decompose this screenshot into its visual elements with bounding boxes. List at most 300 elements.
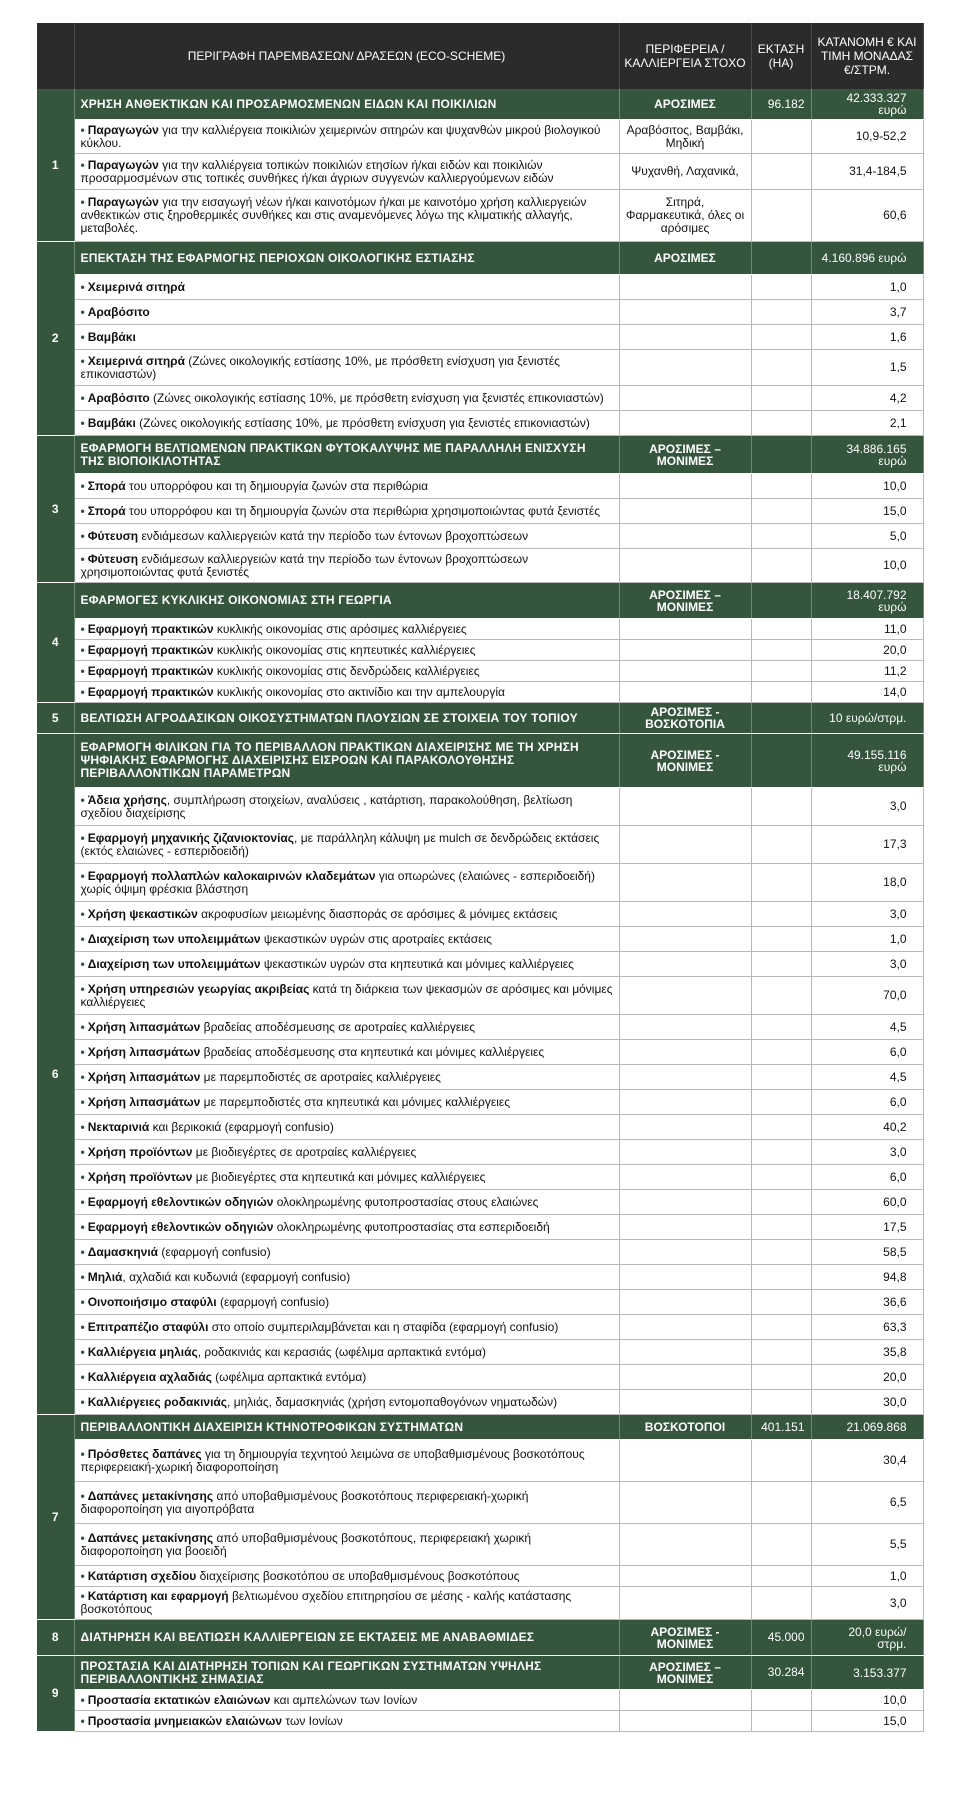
row-text: ολοκληρωμένης φυτοπροστασίας στους ελαιώνες <box>273 1194 539 1209</box>
row-bold-text: Εφαρμογή εθελοντικών οδηγιών <box>87 1219 274 1234</box>
row-area <box>751 325 811 350</box>
bullet-icon: • <box>80 1144 85 1159</box>
bullet-icon: • <box>80 1319 85 1334</box>
table-row <box>37 524 923 549</box>
table-row <box>37 350 923 386</box>
row-area <box>751 1365 811 1390</box>
row-text: , αχλαδιά και κυδωνιά (εφαρμογή confusio) <box>122 1269 351 1284</box>
bullet-icon: • <box>80 981 85 996</box>
row-value: 11,0 <box>811 619 923 640</box>
row-area <box>751 619 811 640</box>
row-target <box>619 275 751 300</box>
bullet-icon: • <box>80 868 85 883</box>
row-description <box>74 275 619 300</box>
row-description <box>74 902 619 927</box>
row-value: 1,0 <box>811 927 923 952</box>
row-text: βελτιωμένου σχεδίου επιτηρησίου σε μέσης - καλής κατάστασης βοσκοτόπους <box>80 1589 572 1616</box>
table-row <box>37 1340 923 1365</box>
section-area <box>751 583 811 619</box>
table-row <box>37 1190 923 1215</box>
row-description <box>74 927 619 952</box>
section-header-row <box>37 583 923 619</box>
row-area <box>751 1115 811 1140</box>
row-area <box>751 1090 811 1115</box>
bullet-icon: • <box>80 1568 85 1583</box>
row-target: Σιτηρά, Φαρμακευτικά, όλες οι αρόσιμες <box>619 190 751 242</box>
row-text: (εφαρμογή confusio) <box>216 1294 330 1309</box>
row-area <box>751 1040 811 1065</box>
row-text: (Ζώνες οικολογικής εστίασης 10%, με πρόσθετη ενίσχυση για ξενιστές επικονιαστών) <box>80 353 560 381</box>
table-row <box>37 927 923 952</box>
bullet-icon: • <box>80 906 85 921</box>
row-value: 1,0 <box>811 275 923 300</box>
row-text: (ωφέλιμα αρπακτικά εντόμα) <box>211 1369 367 1384</box>
row-bold-text: Εφαρμογή πρακτικών <box>87 642 214 657</box>
table-row <box>37 1365 923 1390</box>
section-title: ΧΡΗΣΗ ΑΝΘΕΚΤΙΚΩΝ ΚΑΙ ΠΡΟΣΑΡΜΟΣΜΕΝΩΝ ΕΙΔΩΝ ΚΑΙ ΠΟΙΚΙΛΙΩΝ <box>74 89 619 120</box>
header-region: ΠΕΡΙΦΕΡΕΙΑ / ΚΑΛΛΙΕΡΓΕΙΑ ΣΤΟΧΟ <box>619 23 751 89</box>
row-value: 1,5 <box>811 350 923 386</box>
table-row <box>37 190 923 242</box>
eco-scheme-table <box>37 23 924 1732</box>
row-value: 31,4-184,5 <box>811 154 923 190</box>
row-text: για την καλλιέργεια τοπικών ποικιλιών ετησίων ή/και ειδών και ποικιλιών προσαρμοσμένων στις τοπικές συνθήκες ή/και άγριων συγγενών καλλιεργούμενων ειδών <box>80 157 554 185</box>
row-value: 30,0 <box>811 1390 923 1415</box>
row-value: 3,0 <box>811 952 923 977</box>
row-value: 15,0 <box>811 1711 923 1732</box>
row-target <box>619 788 751 826</box>
row-value: 1,0 <box>811 1566 923 1587</box>
bullet-icon: • <box>80 956 85 971</box>
section-area: 401.151 <box>751 1415 811 1440</box>
row-description <box>74 1140 619 1165</box>
row-area <box>751 190 811 242</box>
table-row <box>37 1115 923 1140</box>
row-description <box>74 1115 619 1140</box>
row-bold-text: Διαχείριση των υπολειμμάτων <box>87 931 261 946</box>
row-text: βραδείας αποδέσμευσης στα κηπευτικά και μόνιμες καλλιέργειες <box>200 1044 545 1059</box>
bullet-icon: • <box>80 1394 85 1409</box>
row-text: (Ζώνες οικολογικής εστίασης 10%, με πρόσθετη ενίσχυση για ξενιστές επικονιαστών) <box>135 415 590 430</box>
bullet-icon: • <box>80 1369 85 1384</box>
row-description <box>74 300 619 325</box>
row-target <box>619 411 751 436</box>
bullet-icon: • <box>80 528 85 543</box>
row-area <box>751 952 811 977</box>
row-text: κυκλικής οικονομίας στις δενδρώδεις καλλιέργειες <box>213 663 480 678</box>
row-area <box>751 682 811 703</box>
table-row <box>37 1040 923 1065</box>
row-target <box>619 1240 751 1265</box>
row-bold-text: Προστασία μνημειακών ελαιώνων <box>87 1713 283 1728</box>
row-value: 10,0 <box>811 474 923 499</box>
table-row <box>37 619 923 640</box>
row-target <box>619 1315 751 1340</box>
section-title: ΠΕΡΙΒΑΛΛΟΝΤΙΚΗ ΔΙΑΧΕΙΡΙΣΗ ΚΤΗΝΟΤΡΟΦΙΚΩΝ ΣΥΣΤΗΜΑΤΩΝ <box>74 1415 619 1440</box>
header-area: ΕΚΤΑΣΗ (HA) <box>751 23 811 89</box>
table-row <box>37 1090 923 1115</box>
section-number: 6 <box>37 734 74 1415</box>
row-target <box>619 640 751 661</box>
section-number: 4 <box>37 583 74 703</box>
row-text: κυκλικής οικονομίας στις αρόσιμες καλλιέργειες <box>213 621 467 636</box>
row-description <box>74 1190 619 1215</box>
row-bold-text: Εφαρμογή μηχανικής ζιζανιοκτονίας <box>87 830 295 845</box>
row-target <box>619 1190 751 1215</box>
table-row <box>37 275 923 300</box>
section-header-row <box>37 1415 923 1440</box>
section-allocation: 42.333.327 ευρώ <box>811 89 923 120</box>
bullet-icon: • <box>80 1244 85 1259</box>
table-row <box>37 1587 923 1620</box>
row-bold-text: Παραγωγών <box>87 157 159 172</box>
row-description <box>74 524 619 549</box>
section-title: ΕΠΕΚΤΑΣΗ ΤΗΣ ΕΦΑΡΜΟΓΗΣ ΠΕΡΙΟΧΩΝ ΟΙΚΟΛΟΓΙΚΗΣ ΕΣΤΙΑΣΗΣ <box>74 242 619 275</box>
section-target: ΑΡΟΣΙΜΕΣ - ΒΟΣΚΟΤΟΠΙΑ <box>619 703 751 734</box>
bullet-icon: • <box>80 684 85 699</box>
bullet-icon: • <box>80 830 85 845</box>
row-value: 3,0 <box>811 788 923 826</box>
row-text: ακροφυσίων μειωμένης διασποράς σε αρόσιμες & μόνιμες εκτάσεις <box>197 906 558 921</box>
row-description <box>74 1240 619 1265</box>
row-text: στο οποίο συμπεριλαμβάνεται και η σταφίδα (εφαρμογή confusio) <box>208 1319 559 1334</box>
row-area <box>751 524 811 549</box>
bullet-icon: • <box>80 1119 85 1134</box>
row-target <box>619 1365 751 1390</box>
section-header-row <box>37 242 923 275</box>
section-allocation: 10 ευρώ/στρμ. <box>811 703 923 734</box>
row-value: 30,4 <box>811 1440 923 1482</box>
row-area <box>751 386 811 411</box>
row-bold-text: Άδεια χρήσης <box>87 792 167 807</box>
row-text: (Ζώνες οικολογικής εστίασης 10%, με πρόσθετη ενίσχυση για ξενιστές επικονιαστών) <box>149 390 604 405</box>
header-allocation: ΚΑΤΑΝΟΜΗ € ΚΑΙ ΤΙΜΗ ΜΟΝΑΔΑΣ €/ΣΤΡΜ. <box>811 23 923 89</box>
row-value: 3,7 <box>811 300 923 325</box>
header-number-cell <box>37 23 74 89</box>
bullet-icon: • <box>80 1169 85 1184</box>
row-description <box>74 549 619 583</box>
row-bold-text: Κατάρτιση και εφαρμογή <box>87 1589 229 1603</box>
row-target <box>619 661 751 682</box>
bullet-icon: • <box>80 663 85 678</box>
row-text: για την εισαγωγή νέων ή/και καινοτόμων ή/και με καινοτόμο χρήση καλλιεργειών ανθεκτικών στις ξηροθερμικές συνθήκες και στις αναμενόμενες λόγω της κλιματικής αλλαγής, μεταβολές. <box>80 195 587 235</box>
row-bold-text: Κατάρτιση σχεδίου <box>87 1568 197 1583</box>
table-row <box>37 1566 923 1587</box>
row-value: 60,0 <box>811 1190 923 1215</box>
row-bold-text: Καλλιέργειες ροδακινιάς <box>87 1394 228 1409</box>
section-target: ΑΡΟΣΙΜΕΣ <box>619 89 751 120</box>
bullet-icon: • <box>80 353 85 368</box>
section-area: 96.182 <box>751 89 811 120</box>
bullet-icon: • <box>80 1589 85 1603</box>
table-row <box>37 864 923 902</box>
row-text: , με παράλληλη κάλυψη με mulch σε δενδρώδεις εκτάσεις (εκτός ελαιώνες - εσπεριδοειδή) <box>80 830 600 858</box>
section-header-row <box>37 703 923 734</box>
bullet-icon: • <box>80 1446 85 1461</box>
row-description <box>74 1482 619 1524</box>
row-bold-text: Επιτραπέζιο σταφύλι <box>87 1319 209 1334</box>
row-value: 4,5 <box>811 1065 923 1090</box>
row-bold-text: Χειμερινά σιτηρά <box>87 353 185 368</box>
row-area <box>751 1265 811 1290</box>
bullet-icon: • <box>80 1094 85 1109</box>
section-header-row <box>37 734 923 788</box>
row-target <box>619 619 751 640</box>
row-target <box>619 325 751 350</box>
row-area <box>751 1315 811 1340</box>
bullet-icon: • <box>80 415 85 430</box>
row-bold-text: Παραγωγών <box>87 122 159 137</box>
row-bold-text: Καλλιέργεια αχλαδιάς <box>87 1369 212 1384</box>
row-text: (εφαρμογή confusio) <box>158 1244 271 1259</box>
row-description <box>74 1524 619 1566</box>
bullet-icon: • <box>80 1194 85 1209</box>
row-target <box>619 902 751 927</box>
row-target <box>619 1115 751 1140</box>
row-target <box>619 300 751 325</box>
section-header-row <box>37 89 923 120</box>
section-number: 9 <box>37 1656 74 1732</box>
row-target <box>619 386 751 411</box>
row-target <box>619 350 751 386</box>
row-value: 6,0 <box>811 1165 923 1190</box>
row-bold-text: Χρήση λιπασμάτων <box>87 1044 201 1059</box>
row-value: 1,6 <box>811 325 923 350</box>
table-row <box>37 1140 923 1165</box>
row-area <box>751 1566 811 1587</box>
row-area <box>751 1015 811 1040</box>
row-value: 35,8 <box>811 1340 923 1365</box>
row-description <box>74 1040 619 1065</box>
bullet-icon: • <box>80 792 85 807</box>
row-area <box>751 1240 811 1265</box>
row-bold-text: Χρήση λιπασμάτων <box>87 1019 201 1034</box>
row-text: ψεκαστικών υγρών στις αροτραίες εκτάσεις <box>260 931 492 946</box>
row-value: 18,0 <box>811 864 923 902</box>
table-row <box>37 300 923 325</box>
row-bold-text: Καλλιέργεια μηλιάς <box>87 1344 198 1359</box>
row-area <box>751 300 811 325</box>
row-target <box>619 682 751 703</box>
section-allocation: 34.886.165 ευρώ <box>811 436 923 474</box>
row-value: 5,5 <box>811 1524 923 1566</box>
section-number: 1 <box>37 89 74 242</box>
row-value: 10,0 <box>811 1690 923 1711</box>
row-text: από υποβαθμισμένους βοσκοτόπους, περιφερειακή χωρική διαφοροποίηση για βοοειδή <box>80 1530 532 1558</box>
table-row <box>37 1315 923 1340</box>
row-area <box>751 864 811 902</box>
section-title: ΔΙΑΤΗΡΗΣΗ ΚΑΙ ΒΕΛΤΙΩΣΗ ΚΑΛΛΙΕΡΓΕΙΩΝ ΣΕ ΕΚΤΑΣΕΙΣ ΜΕ ΑΝΑΒΑΘΜΙΔΕΣ <box>74 1620 619 1656</box>
row-target <box>619 1140 751 1165</box>
section-area <box>751 242 811 275</box>
table-row <box>37 474 923 499</box>
bullet-icon: • <box>80 390 85 405</box>
table-row <box>37 788 923 826</box>
row-target <box>619 1440 751 1482</box>
row-bold-text: Εφαρμογή εθελοντικών οδηγιών <box>87 1194 274 1209</box>
row-target <box>619 952 751 977</box>
row-value: 58,5 <box>811 1240 923 1265</box>
row-text: των Ιονίων <box>282 1713 343 1728</box>
row-bold-text: Εφαρμογή πολλαπλών καλοκαιρινών κλαδεμάτων <box>87 868 376 883</box>
row-value: 60,6 <box>811 190 923 242</box>
row-target <box>619 826 751 864</box>
row-area <box>751 1390 811 1415</box>
row-bold-text: Βαμβάκι <box>87 329 136 344</box>
row-description <box>74 386 619 411</box>
section-area <box>751 703 811 734</box>
row-text: ψεκαστικών υγρών στα κηπευτικά και μόνιμες καλλιέργειες <box>260 956 574 971</box>
table-row <box>37 1524 923 1566</box>
row-text: του υπορρόφου και τη δημιουργία ζωνών στα περιθώρια χρησιμοποιώντας φυτά ξενιστές <box>125 503 600 518</box>
table-row <box>37 411 923 436</box>
row-description <box>74 1440 619 1482</box>
row-value: 17,5 <box>811 1215 923 1240</box>
row-target <box>619 1482 751 1524</box>
row-description <box>74 1265 619 1290</box>
row-bold-text: Χρήση λιπασμάτων <box>87 1094 201 1109</box>
row-area <box>751 640 811 661</box>
table-row <box>37 1290 923 1315</box>
row-description <box>74 474 619 499</box>
row-text: ενδιάμεσων καλλιεργειών κατά την περίοδο των έντονων βροχοπτώσεων χρησιμοποιώντας φυτά ξενιστές <box>80 551 529 579</box>
section-allocation: 20,0 ευρώ/ στρμ. <box>811 1620 923 1656</box>
row-bold-text: Νεκταρινιά <box>87 1119 150 1134</box>
bullet-icon: • <box>80 1069 85 1084</box>
bullet-icon: • <box>80 1219 85 1234</box>
row-description <box>74 325 619 350</box>
section-target: ΑΡΟΣΙΜΕΣ – ΜΟΝΙΜΕΣ <box>619 1656 751 1690</box>
row-target: Αραβόσιτος, Βαμβάκι, Μηδική <box>619 120 751 154</box>
row-description <box>74 350 619 386</box>
row-target <box>619 1587 751 1620</box>
row-value: 40,2 <box>811 1115 923 1140</box>
section-title: ΕΦΑΡΜΟΓΗ ΦΙΛΙΚΩΝ ΓΙΑ ΤΟ ΠΕΡΙΒΑΛΛΟΝ ΠΡΑΚΤΙΚΩΝ ΔΙΑΧΕΙΡΙΣΗΣ ΜΕ ΤΗ ΧΡΗΣΗ ΨΗΦΙΑΚΗΣ ΕΦΑΡΜΟΓΗΣ ΔΙΑΧΕΙΡΙΣΗΣ ΕΙΣΡΟΩΝ ΚΑΙ ΠΑΡΑΚΟΛΟΥΘΗΣΗΣ ΠΕΡΙΒΑΛΛΟΝΤΙΚΩΝ ΠΑΡΑΜΕΤΡΩΝ <box>74 734 619 788</box>
row-area <box>751 499 811 524</box>
section-allocation: 18.407.792 ευρώ <box>811 583 923 619</box>
row-target <box>619 864 751 902</box>
row-area <box>751 1482 811 1524</box>
bullet-icon: • <box>80 503 85 518</box>
section-target: ΑΡΟΣΙΜΕΣ – ΜΟΝΙΜΕΣ <box>619 436 751 474</box>
row-description <box>74 619 619 640</box>
row-bold-text: Προστασία εκτατικών ελαιώνων <box>87 1692 271 1707</box>
row-value: 6,0 <box>811 1090 923 1115</box>
section-target: ΑΡΟΣΙΜΕΣ <box>619 242 751 275</box>
row-area <box>751 1065 811 1090</box>
row-description <box>74 788 619 826</box>
table-row <box>37 1265 923 1290</box>
row-area <box>751 1340 811 1365</box>
row-text: κατά τη διάρκεια των ψεκασμών σε αρόσιμες και μόνιμες καλλιέργειες <box>80 981 613 1009</box>
section-target: ΑΡΟΣΙΜΕΣ - ΜΟΝΙΜΕΣ <box>619 734 751 788</box>
table-row <box>37 325 923 350</box>
row-description <box>74 1165 619 1190</box>
row-bold-text: Χειμερινά σιτηρά <box>87 279 185 294</box>
row-area <box>751 411 811 436</box>
row-bold-text: Δαπάνες μετακίνησης <box>87 1530 214 1545</box>
row-area <box>751 977 811 1015</box>
row-bold-text: Χρήση υπηρεσιών γεωργίας ακριβείας <box>87 981 310 996</box>
section-header-row <box>37 1656 923 1690</box>
row-target <box>619 1566 751 1587</box>
table-row <box>37 120 923 154</box>
table-row <box>37 1240 923 1265</box>
row-text: , ροδακινιάς και κερασιάς (ωφέλιμα αρπακτικά εντόμα) <box>197 1344 487 1359</box>
table-row <box>37 1482 923 1524</box>
section-allocation: 4.160.896 ευρώ <box>811 242 923 275</box>
row-description <box>74 952 619 977</box>
row-description <box>74 977 619 1015</box>
bullet-icon: • <box>80 1713 85 1728</box>
row-target <box>619 1711 751 1732</box>
row-description <box>74 1065 619 1090</box>
bullet-icon: • <box>80 1344 85 1359</box>
row-target <box>619 1215 751 1240</box>
row-target <box>619 1265 751 1290</box>
row-text: , μηλιάς, δαμασκηνιάς (χρήση εντομοπαθογόνων νηματωδών) <box>227 1394 558 1409</box>
row-description <box>74 826 619 864</box>
row-area <box>751 1190 811 1215</box>
row-bold-text: Χρήση λιπασμάτων <box>87 1069 201 1084</box>
row-area <box>751 1440 811 1482</box>
row-target <box>619 1524 751 1566</box>
section-target: ΑΡΟΣΙΜΕΣ – ΜΟΝΙΜΕΣ <box>619 583 751 619</box>
row-text: ολοκληρωμένης φυτοπροστασίας στα εσπεριδοειδή <box>273 1219 550 1234</box>
row-target <box>619 1290 751 1315</box>
bullet-icon: • <box>80 1692 85 1707</box>
header-description: ΠΕΡΙΓΡΑΦΗ ΠΑΡΕΜΒΑΣΕΩΝ/ ΔΡΑΣΕΩΝ (ECO-SCHEME) <box>74 23 619 89</box>
row-description <box>74 864 619 902</box>
row-text: κυκλικής οικονομίας στο ακτινίδιο και την αμπελουργία <box>213 684 505 699</box>
table-row <box>37 977 923 1015</box>
section-title: ΠΡΟΣΤΑΣΙΑ ΚΑΙ ΔΙΑΤΗΡΗΣΗ ΤΟΠΙΩΝ ΚΑΙ ΓΕΩΡΓΙΚΩΝ ΣΥΣΤΗΜΑΤΩΝ ΥΨΗΛΗΣ ΠΕΡΙΒΑΛΛΟΝΤΙΚΗΣ ΣΗΜΑΣΙΑΣ <box>74 1656 619 1690</box>
row-target <box>619 1015 751 1040</box>
row-text: ενδιάμεσων καλλιεργειών κατά την περίοδο των έντονων βροχοπτώσεων <box>138 528 529 543</box>
row-bold-text: Μηλιά <box>87 1269 123 1284</box>
row-bold-text: Παραγωγών <box>87 195 159 209</box>
bullet-icon: • <box>80 195 85 209</box>
bullet-icon: • <box>80 621 85 636</box>
row-value: 94,8 <box>811 1265 923 1290</box>
table-row <box>37 549 923 583</box>
row-area <box>751 927 811 952</box>
table-row <box>37 682 923 703</box>
row-bold-text: Εφαρμογή πρακτικών <box>87 684 214 699</box>
section-number: 5 <box>37 703 74 734</box>
row-target: Ψυχανθή, Λαχανικά, <box>619 154 751 190</box>
row-bold-text: Εφαρμογή πρακτικών <box>87 621 214 636</box>
row-area <box>751 1524 811 1566</box>
row-bold-text: Οινοποιήσιμο σταφύλι <box>87 1294 217 1309</box>
row-area <box>751 350 811 386</box>
row-description <box>74 1340 619 1365</box>
row-description <box>74 1566 619 1587</box>
row-value: 17,3 <box>811 826 923 864</box>
row-area <box>751 275 811 300</box>
row-value: 14,0 <box>811 682 923 703</box>
section-number: 8 <box>37 1620 74 1656</box>
row-value: 2,1 <box>811 411 923 436</box>
row-bold-text: Βαμβάκι <box>87 415 136 430</box>
section-allocation: 49.155.116 ευρώ <box>811 734 923 788</box>
bullet-icon: • <box>80 1269 85 1284</box>
row-text: και αμπελώνων των Ιονίων <box>270 1692 418 1707</box>
row-value: 3,0 <box>811 1587 923 1620</box>
row-area <box>751 1140 811 1165</box>
table-row <box>37 154 923 190</box>
bullet-icon: • <box>80 329 85 344</box>
